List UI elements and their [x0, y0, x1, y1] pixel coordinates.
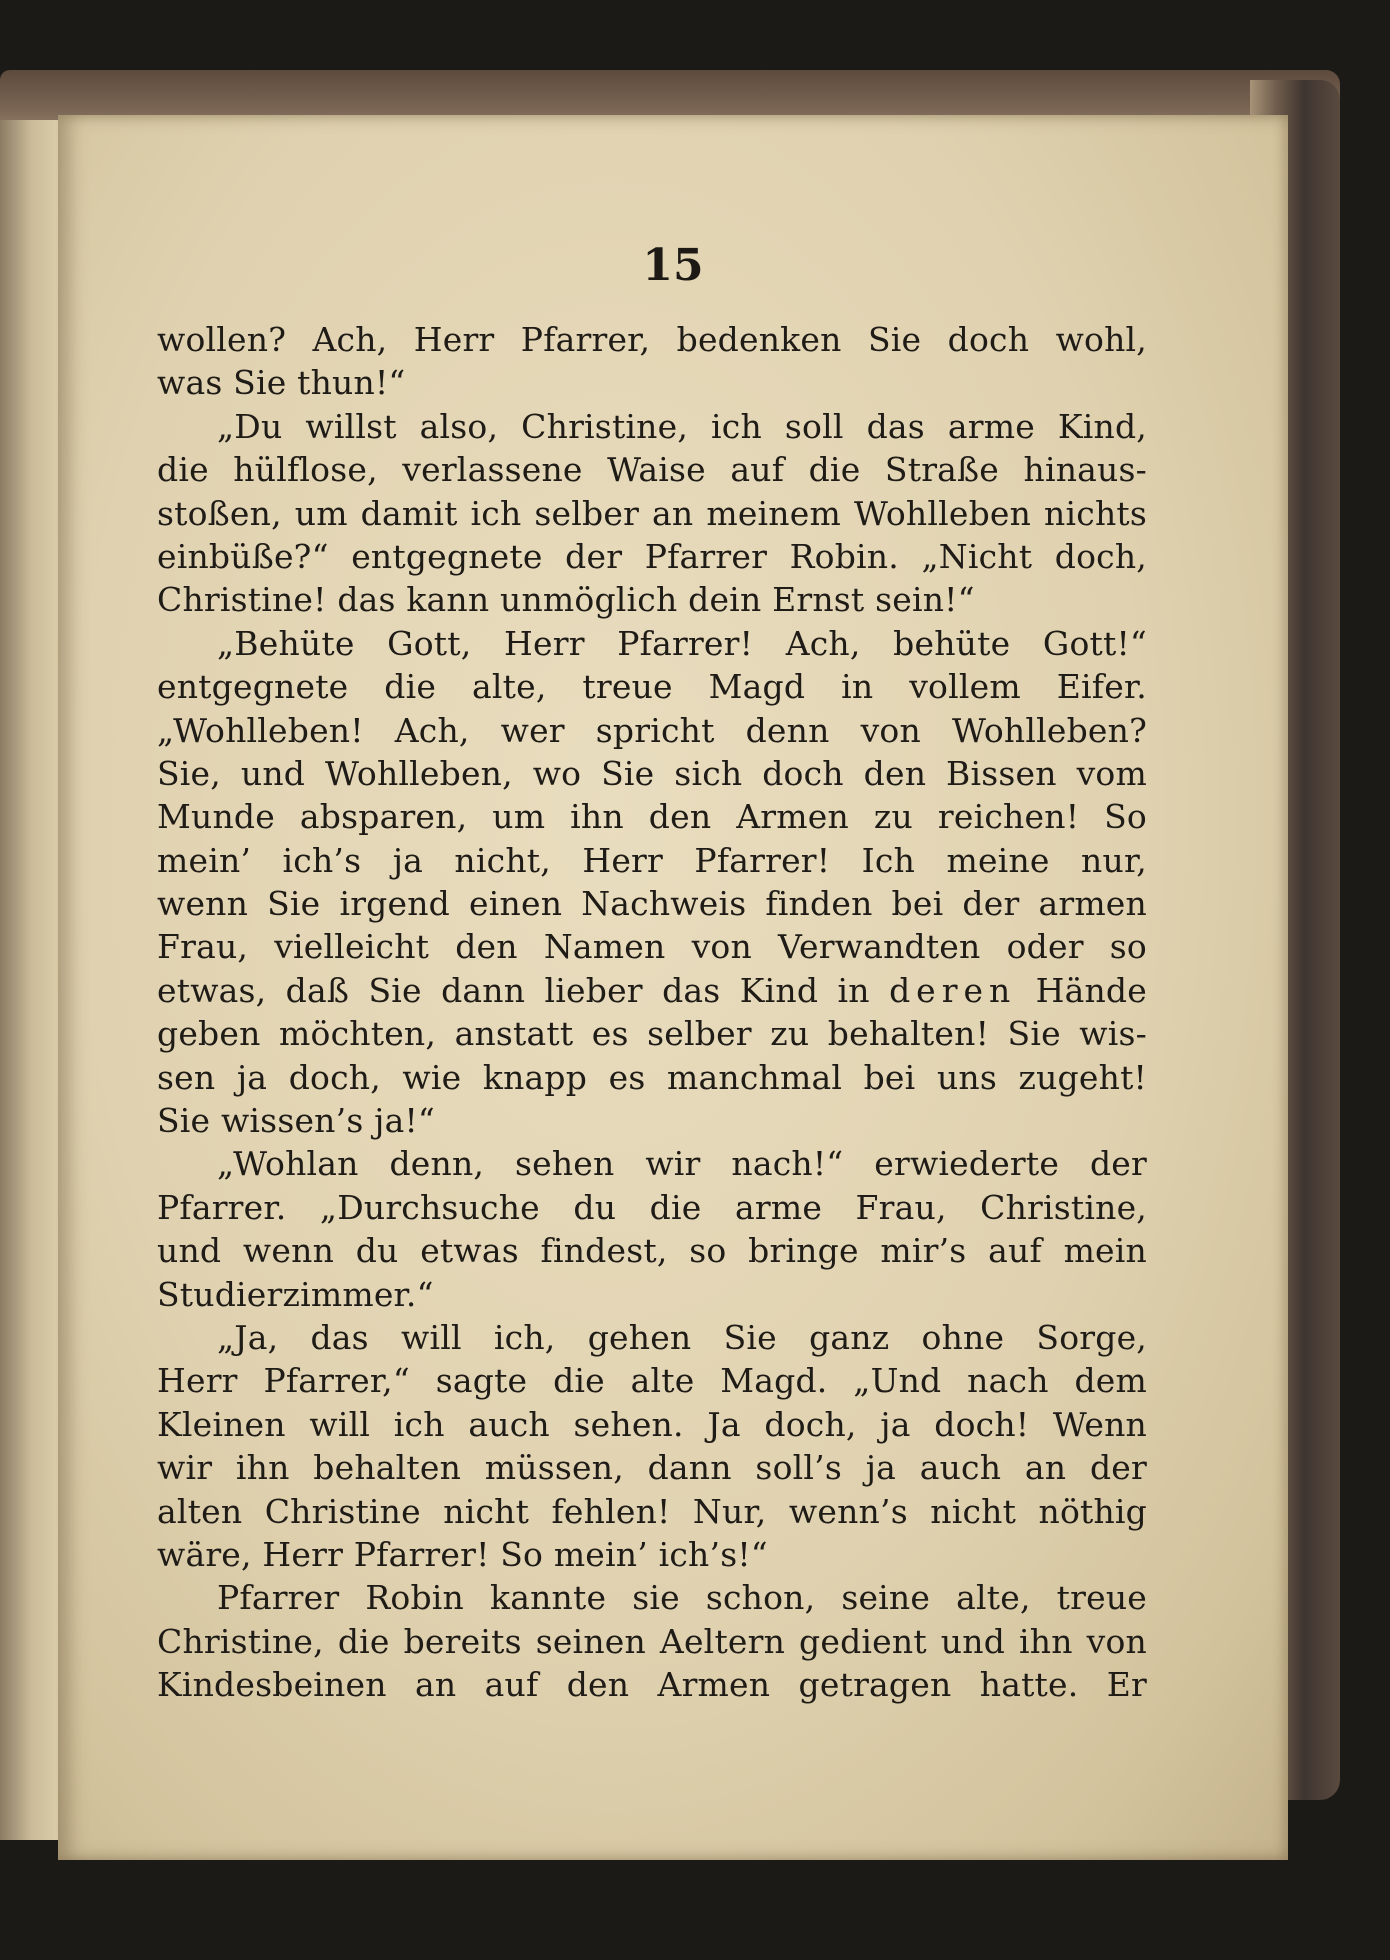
text-line: Christine, die bereits seinen Aeltern gedient und ihn von [157, 1621, 1147, 1661]
text-line: Herr Pfarrer,“ sagte die alte Magd. „Und nach dem [157, 1361, 1147, 1401]
text-line: was Sie thun!“ [157, 363, 406, 403]
text-line: alten Christine nicht fehlen! Nur, wenn’s nicht nöthig [157, 1491, 1147, 1531]
text-line: Christine! das kann unmöglich dein Ernst sein!“ [157, 580, 975, 620]
text-line: „Ja, das will ich, gehen Sie ganz ohne Sorge, [217, 1317, 1147, 1357]
text-line: Kleinen will ich auch sehen. Ja doch, ja doch! Wenn [157, 1404, 1147, 1444]
text-line: mein’ ich’s ja nicht, Herr Pfarrer! Ich meine nur, [157, 840, 1147, 880]
emphasized-word: deren [889, 970, 1017, 1010]
text-line: wollen? Ach, Herr Pfarrer, bedenken Sie doch wohl, [157, 320, 1147, 359]
body-text [157, 318, 1147, 1707]
text-line: wir ihn behalten müssen, dann soll’s ja auch an der [157, 1448, 1147, 1488]
text-line: und wenn du etwas findest, so bringe mir’s auf mein [157, 1231, 1147, 1271]
text-line: Studierzimmer.“ [157, 1274, 434, 1314]
text-line: wenn Sie irgend einen Nachweis finden bei der armen [157, 884, 1147, 924]
text-line: geben möchten, anstatt es selber zu behalten! Sie wis- [157, 1014, 1147, 1054]
text-line: entgegnete die alte, treue Magd in vollem Eifer. [157, 667, 1147, 707]
text-line: „Du willst also, Christine, ich soll das arme Kind, [217, 406, 1147, 446]
text-line: einbüße?“ entgegnete der Pfarrer Robin. „Nicht doch, [157, 536, 1147, 576]
page-number: 15 [642, 240, 704, 291]
text-line: „Wohlan denn, sehen wir nach!“ erwiederte der [217, 1144, 1147, 1184]
text-line-with-emphasis [157, 969, 1147, 1012]
text-line: Kindesbeinen an auf den Armen getragen hatte. Er [157, 1665, 1147, 1705]
text-line: die hülflose, verlassene Waise auf die Straße hinaus- [157, 450, 1147, 490]
text-line: Frau, vielleicht den Namen von Verwandten oder so [157, 927, 1147, 967]
text-line: Sie, und Wohlleben, wo Sie sich doch den Bissen vom [157, 753, 1147, 793]
text-line: wäre, Herr Pfarrer! So mein’ ich’s!“ [157, 1534, 768, 1574]
text-line: Sie wissen’s ja!“ [157, 1101, 435, 1141]
text-line: Munde absparen, um ihn den Armen zu reichen! So [157, 797, 1147, 837]
text-segment: etwas, daß Sie dann lieber das Kind in [157, 970, 870, 1010]
text-line: stoßen, um damit ich selber an meinem Wohlleben nichts [157, 493, 1147, 533]
text-line: sen ja doch, wie knapp es manchmal bei uns zugeht! [157, 1057, 1147, 1097]
text-line: Pfarrer. „Durchsuche du die arme Frau, Christine, [157, 1187, 1147, 1227]
text-segment: Hände [1035, 970, 1147, 1010]
text-line: Pfarrer Robin kannte sie schon, seine alte, treue [217, 1578, 1147, 1618]
text-line: „Behüte Gott, Herr Pfarrer! Ach, behüte Gott!“ [217, 623, 1147, 663]
text-line: „Wohlleben! Ach, wer spricht denn von Wohlleben? [157, 710, 1147, 750]
